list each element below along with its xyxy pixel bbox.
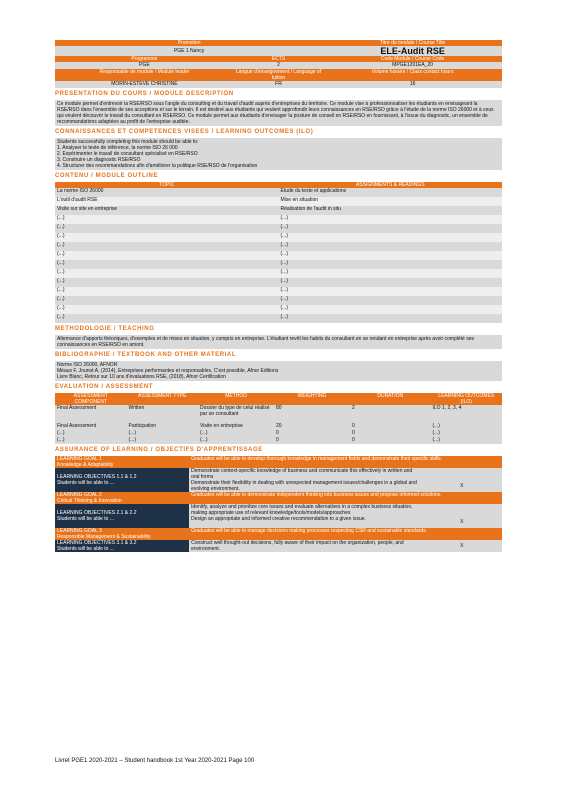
- objective-mark: [422, 468, 502, 480]
- assignment-cell: (...): [279, 215, 503, 224]
- outline-row: [55, 215, 502, 224]
- topic-cell: (...): [55, 314, 279, 323]
- assignment-cell: (...): [279, 269, 503, 278]
- page-footer: Livret PGE1 2020-2021 – Student handbook 1st Year 2020-2021 Page 100: [55, 758, 255, 764]
- assignment-cell: (...): [279, 287, 503, 296]
- learning-objective-title: LEARNING OBJECTIVES 3.1 & 3.2: [57, 540, 137, 546]
- learning-goal-description: Graduates will be able to develop thorough knowledge in management fields and demonstrate their specific skills.: [189, 456, 502, 468]
- duration-cell: 0: [350, 437, 430, 444]
- outcome-item: 3. Construire un diagnostic RSE/RSO: [57, 157, 141, 163]
- ilo-cell: (...): [430, 437, 502, 444]
- ects-value: 2: [234, 62, 323, 69]
- language-label: Langue d'enseignement / Language of tuition: [234, 69, 323, 81]
- methodology-text: Alternance d'apports théoriques, d'exemples et de mises en situation, y compris en entreprise. L'étudiant revêt les habits du consultant en se rendant en entreprise après avoir complété ses connaissances en RSE/RSO en amont.: [55, 335, 502, 349]
- learning-goal-cell: [55, 492, 189, 504]
- outcomes-intro: Students successfully completing this module should be able to:: [57, 139, 199, 145]
- presentation-text: Ce module permet d'entrevoir la RSE/RSO sous l'angle du consulting et du travail d'audit auprès d'entreprises du territoire. Ce module vise à professionnaliser les étudiants en envisageant la RSE/RSO dans l'ensemble de ses acceptions et sur le terrain. Il est destiné aux étudiants qui veulent approfondir leurs connaissances en RSE/RSO grâce à l'étude de la norme ISO 26000 et à ceux qui veulent découvrir le travail du consultant en RSE/RSO. Ce module permet aux étudiants d'envisager la posture de conseil en RSE/RSO en fournissant, à l'issue du diagnostic, un ensemble de recommandations adaptées au profit de l'entreprise auditée.: [55, 100, 502, 126]
- assessment-component-header: ASSESSMENT COMPONENT: [55, 393, 127, 405]
- method-cell: Visite en entreprise: [198, 423, 274, 430]
- learning-goal-cell: [55, 456, 189, 468]
- content-heading: CONTENU / MODULE OUTLINE: [55, 173, 159, 179]
- bibliography-item: Norme ISO 26000, AFNOR: [57, 362, 118, 368]
- ilo-cell: (...): [430, 430, 502, 437]
- course-header-table: [55, 40, 502, 88]
- module-leader-value: MORIN-ESTEVE CHRISTINE: [55, 81, 234, 88]
- objective-description: Identify, analyze and prioritize core issues and evaluate alternatives in a complex business situation, making appropriate use of relevant knowledge/tools/models/approaches: [189, 504, 421, 516]
- assignment-cell: (...): [279, 314, 503, 323]
- learning-objective-cell: [55, 540, 189, 552]
- assessment-row: [55, 423, 502, 430]
- objective-mark: [422, 504, 502, 516]
- topic-cell: (...): [55, 305, 279, 314]
- topic-header: TOPIC: [55, 182, 279, 188]
- promotion-value: PGE 1 Nancy: [55, 46, 323, 56]
- topic-cell: (...): [55, 233, 279, 242]
- learning-objective-cell: [55, 468, 189, 492]
- method-cell: (...): [198, 430, 274, 437]
- language-value: FR: [234, 81, 323, 88]
- outline-row: [55, 242, 502, 251]
- weighting-header: WEIGHTING: [274, 393, 350, 405]
- type-cell: Participation: [127, 423, 199, 430]
- component-cell: (...): [55, 430, 127, 437]
- topic-cell: (...): [55, 287, 279, 296]
- learning-objective-title: LEARNING OBJECTIVES 1.1 & 1.2: [57, 474, 137, 480]
- learning-goal-row: [55, 528, 502, 540]
- contact-hours-label: Volume horaire / Class contact hours: [323, 69, 502, 81]
- assignment-cell: (...): [279, 296, 503, 305]
- outcome-item: 4. Structurer des recommandations afin d'améliorer la politique RSE/RSO de l'organisation: [57, 163, 258, 169]
- programme-label: Programme: [55, 56, 234, 62]
- bibliography-item: Méaux F, Jounot A, (2014), Entreprises performantes et responsables, C'est possible, Afnor Editions: [57, 368, 279, 374]
- outline-row: [55, 269, 502, 278]
- outline-row: [55, 296, 502, 305]
- weighting-cell: 0: [274, 430, 350, 437]
- objective-description: Demonstrate context-specific knowledge of business and communicate this effectively in written and oral forms: [189, 468, 421, 480]
- topic-cell: (...): [55, 251, 279, 260]
- learning-goal-title: LEARNING GOAL 2: [57, 492, 102, 498]
- learning-goal-title: LEARNING GOAL 3: [57, 528, 102, 534]
- outline-row: [55, 233, 502, 242]
- aol-table: [55, 456, 502, 552]
- assessment-table: [55, 393, 502, 444]
- topic-cell: (...): [55, 278, 279, 287]
- type-cell: (...): [127, 430, 199, 437]
- presentation-heading: PRESENTATION DU COURS / MODULE DESCRIPTION: [55, 91, 234, 97]
- ilo-cell: ILO 1, 2, 3, 4: [430, 405, 502, 423]
- learning-objective-subtitle: Students will be able to ...: [57, 516, 114, 522]
- learning-goal-subtitle: Knowledge & Adaptability: [57, 462, 114, 468]
- weighting-cell: 80: [274, 405, 350, 423]
- outline-row: [55, 260, 502, 269]
- objective-description: Construct well thought-out decisions, fully aware of their impact on the organization, people, and environment.: [189, 540, 421, 552]
- course-code-value: MPGE1201EA_20: [323, 62, 502, 69]
- topic-cell: L'outil d'audit RSE: [55, 197, 279, 206]
- type-cell: (...): [127, 437, 199, 444]
- topic-cell: Visite sur site en entreprise: [55, 206, 279, 215]
- methodology-heading: METHODOLOGIE / TEACHING: [55, 326, 155, 332]
- method-cell: Dossier du type de celui réalisé par un consultant: [198, 405, 274, 423]
- learning-objective-subtitle: Students will be able to ...: [57, 480, 114, 486]
- module-leader-label: Responsable de module / Module leader: [55, 69, 234, 81]
- outline-row: [55, 206, 502, 215]
- weighting-cell: 0: [274, 437, 350, 444]
- outline-row: [55, 314, 502, 323]
- learning-objective-row: [55, 468, 502, 480]
- contact-hours-value: 16: [323, 81, 502, 88]
- aol-heading: ASSURANCE OF LEARNING / OBJECTIFS D'APPRENTISSAGE: [55, 447, 263, 453]
- outcomes-block: [55, 138, 502, 170]
- assignment-cell: Réalisation de l'audit in situ: [279, 206, 503, 215]
- assignment-cell: (...): [279, 233, 503, 242]
- assignment-cell: (...): [279, 242, 503, 251]
- topic-cell: (...): [55, 242, 279, 251]
- bibliography-item: Livre Blanc, Retour sur 10 ans d'évaluations RSE, (2018), Afnor Certification: [57, 374, 226, 380]
- assignments-header: ASSIGNMENTS & READINGS: [279, 182, 503, 188]
- outline-row: [55, 188, 502, 197]
- learning-objective-title: LEARNING OBJECTIVES 2.1 & 2.2: [57, 510, 137, 516]
- duration-header: DURATION: [350, 393, 430, 405]
- learning-objective-row: [55, 540, 502, 552]
- duration-cell: 2: [350, 405, 430, 423]
- outcome-item: 2. Expérimenter le travail de consultant spécialisé en RSE/RSO: [57, 151, 198, 157]
- type-cell: Written: [127, 405, 199, 423]
- course-code-label: Code Module / Course Code: [323, 56, 502, 62]
- assessment-row: [55, 437, 502, 444]
- learning-goal-cell: [55, 528, 189, 540]
- objective-mark: X: [422, 480, 502, 492]
- component-cell: Final Assessment: [55, 405, 127, 423]
- assignment-cell: Mise en situation: [279, 197, 503, 206]
- assignment-cell: (...): [279, 278, 503, 287]
- outline-row: [55, 251, 502, 260]
- evaluation-heading: EVALUATION / ASSESSMENT: [55, 384, 154, 390]
- method-cell: (...): [198, 437, 274, 444]
- ilo-cell: (...): [430, 423, 502, 430]
- outline-table: [55, 182, 502, 323]
- objective-description: Design an appropriate and informed creative recommendation to a given issue.: [189, 516, 421, 528]
- outcomes-heading: CONNAISSANCES ET COMPETENCES VISEES / LEARNING OUTCOMES (ILO): [55, 129, 314, 135]
- outcome-item: 1. Analyser le texte de référence, la norme ISO 26 000: [57, 145, 178, 151]
- duration-cell: 0: [350, 430, 430, 437]
- learning-goal-subtitle: Critical Thinking & Innovation: [57, 498, 122, 504]
- assignment-cell: Etude du texte et applications: [279, 188, 503, 197]
- duration-cell: 0: [350, 423, 430, 430]
- topic-cell: (...): [55, 269, 279, 278]
- method-header: METHOD: [198, 393, 274, 405]
- learning-objective-cell: [55, 504, 189, 528]
- outline-row: [55, 305, 502, 314]
- ects-label: ECTS: [234, 56, 323, 62]
- topic-cell: La norme ISO 26000: [55, 188, 279, 197]
- assignment-cell: (...): [279, 251, 503, 260]
- course-title-label: Titre du module / Course Title: [323, 40, 502, 46]
- bibliography-block: [55, 361, 502, 381]
- assessment-row: [55, 430, 502, 437]
- learning-goal-description: Graduates will be able to demonstrate independent thinking into business issues and propose informed solutions.: [189, 492, 502, 504]
- learning-objective-row: [55, 504, 502, 516]
- topic-cell: (...): [55, 260, 279, 269]
- course-title-value: ELE-Audit RSE: [323, 46, 502, 56]
- topic-cell: (...): [55, 224, 279, 233]
- learning-goal-row: [55, 456, 502, 468]
- topic-cell: (...): [55, 215, 279, 224]
- learning-objective-subtitle: Students will be able to ...: [57, 546, 114, 552]
- outline-row: [55, 224, 502, 233]
- topic-cell: (...): [55, 296, 279, 305]
- learning-goal-row: [55, 492, 502, 504]
- weighting-cell: 20: [274, 423, 350, 430]
- component-cell: (...): [55, 437, 127, 444]
- ilo-header: LEARNING OUTCOMES (ILO): [430, 393, 502, 405]
- learning-goal-subtitle: Responsible Management & Sustainability: [57, 534, 151, 540]
- learning-goal-description: Graduates will be able to manage decisions making processes respecting CSR and sustainable standards.: [189, 528, 502, 540]
- assignment-cell: (...): [279, 305, 503, 314]
- promotion-label: Promotion: [55, 40, 323, 46]
- assessment-type-header: ASSESSMENT TYPE: [127, 393, 199, 405]
- objective-description: Demonstrate their flexibility in dealing with unexpected management issues/challenges in a global and evolving environment.: [189, 480, 421, 492]
- component-cell: Final Assessment: [55, 423, 127, 430]
- course-sheet: [55, 40, 502, 552]
- objective-mark: X: [422, 516, 502, 528]
- outline-row: [55, 287, 502, 296]
- objective-mark: X: [422, 540, 502, 552]
- assignment-cell: (...): [279, 260, 503, 269]
- assessment-row: [55, 405, 502, 423]
- outline-row: [55, 197, 502, 206]
- bibliography-heading: BIBLIOGRAPHIE / TEXTBOOK AND OTHER MATERIAL: [55, 352, 237, 358]
- outline-row: [55, 278, 502, 287]
- learning-goal-title: LEARNING GOAL 1: [57, 456, 102, 462]
- programme-value: PGE: [55, 62, 234, 69]
- assignment-cell: (...): [279, 224, 503, 233]
